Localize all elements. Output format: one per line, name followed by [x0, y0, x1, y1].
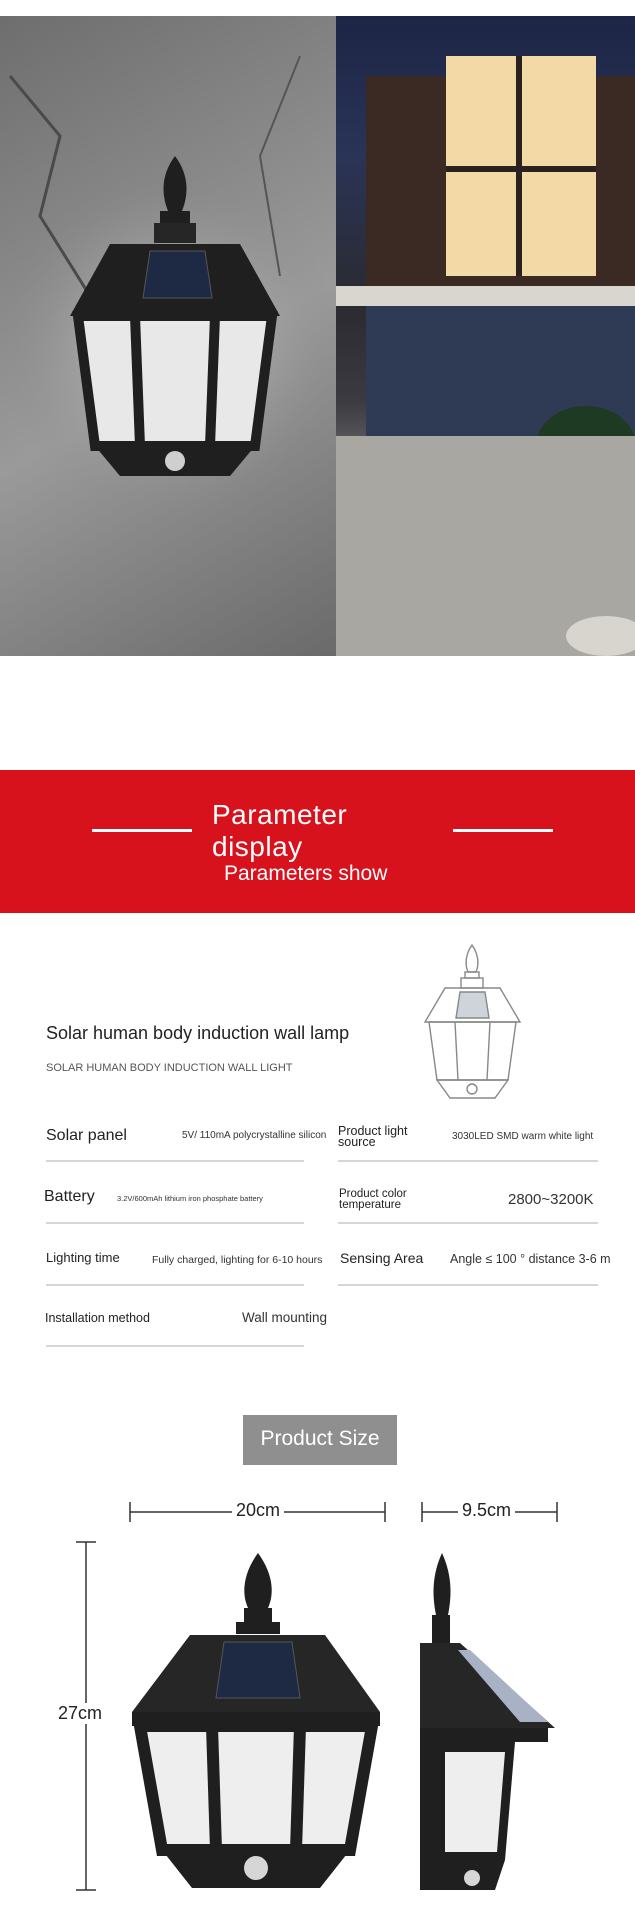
banner-title: Parameter display — [212, 799, 348, 862]
param-value-light-source: 3030LED SMD warm white light — [452, 1131, 594, 1142]
param-divider — [46, 1160, 304, 1162]
param-divider — [338, 1222, 598, 1224]
product-name: Solar human body induction wall lamp — [46, 1023, 350, 1043]
param-value-battery: 3.2V/600mAh lithium iron phosphate battery — [117, 1194, 263, 1203]
banner-subtitle: Parameters show — [224, 862, 388, 885]
param-divider — [338, 1160, 598, 1162]
param-divider — [46, 1284, 304, 1286]
product-size-heading: Product Size — [243, 1415, 397, 1465]
house-exterior-photo — [336, 16, 635, 656]
parameter-banner — [0, 770, 635, 913]
lamp-illustration — [0, 16, 336, 656]
param-label-installation: Installation method — [45, 1311, 150, 1325]
param-divider — [46, 1345, 304, 1347]
param-value-color-temperature: 2800~3200K — [508, 1191, 594, 1208]
param-value-sensing-area: Angle ≤ 100 ° distance 3-6 m — [450, 1252, 611, 1266]
product-name-en: SOLAR HUMAN BODY INDUCTION WALL LIGHT — [46, 1062, 293, 1074]
param-label-light-source: Product light source — [338, 1124, 408, 1149]
param-divider — [338, 1284, 598, 1286]
param-value-installation: Wall mounting — [242, 1310, 328, 1325]
param-divider — [46, 1222, 304, 1224]
param-label-battery: Battery — [44, 1188, 95, 1205]
banner-left-line — [92, 829, 192, 832]
param-value-solar-panel: 5V/ 110mA polycrystalline silicon — [182, 1130, 327, 1141]
banner-right-line — [453, 829, 553, 832]
param-label-lighting-time: Lighting time — [46, 1250, 120, 1265]
param-value-lighting-time: Fully charged, lighting for 6-10 hours — [152, 1254, 323, 1266]
param-label-color-temperature: Product color temperature — [339, 1188, 407, 1211]
lamp-sketch-image — [405, 940, 540, 1110]
param-label-solar-panel: Solar panel — [46, 1127, 127, 1144]
lamp-on-wall-photo — [0, 16, 336, 656]
dimension-width: 20cm — [232, 1500, 284, 1521]
dimension-height: 27cm — [54, 1703, 106, 1724]
dimension-depth: 9.5cm — [458, 1500, 515, 1521]
house-illustration — [336, 16, 635, 656]
param-label-sensing-area: Sensing Area — [340, 1250, 424, 1266]
